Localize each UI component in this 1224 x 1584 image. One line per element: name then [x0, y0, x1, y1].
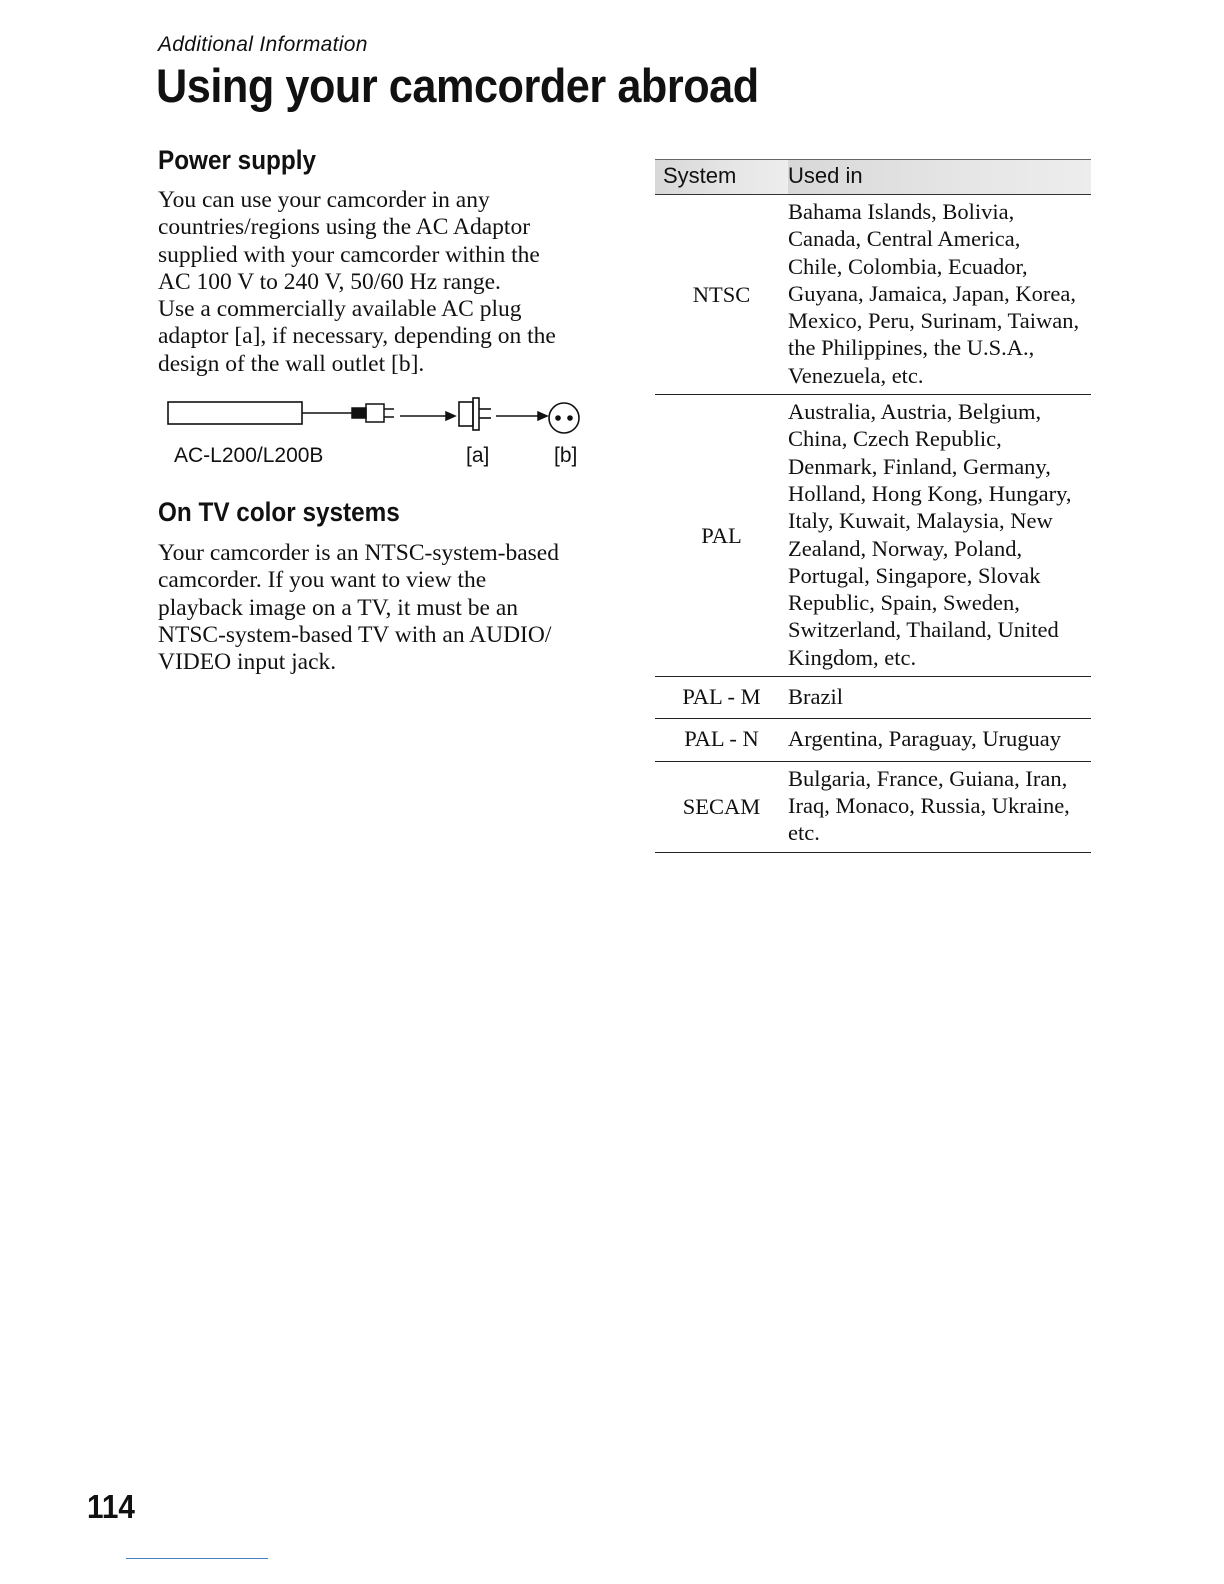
adaptor-model-label: AC-L200/L200B [174, 444, 324, 467]
country-line: Switzerland, Thailand, United [788, 617, 1059, 643]
table-row [655, 761, 1091, 852]
footer-divider [126, 1558, 268, 1559]
country-line: Iraq, Monaco, Russia, Ukraine, [788, 792, 1070, 818]
plug-adaptor-label: [a] [466, 444, 490, 467]
wall-outlet-icon [549, 403, 579, 433]
country-line: Italy, Kuwait, Malaysia, New [788, 508, 1053, 534]
ac-adaptor-icon [168, 402, 352, 424]
system-cell: PAL - N [655, 719, 788, 761]
table-row [655, 395, 1091, 677]
text-line: camcorder. If you want to view the [158, 567, 487, 594]
country-line: Guyana, Jamaica, Japan, Korea, [788, 280, 1076, 306]
used-in-cell [788, 719, 1091, 761]
system-cell: PAL - M [655, 677, 788, 719]
country-line: Kingdom, etc. [788, 644, 917, 670]
country-line: Bahama Islands, Bolivia, [788, 199, 1015, 224]
text-line: countries/regions using the AC Adaptor [158, 214, 531, 241]
text-line: AC 100 V to 240 V, 50/60 Hz range. [158, 268, 501, 295]
country-line: Argentina, Paraguay, Uruguay [788, 726, 1062, 752]
arrow-right-icon [496, 412, 547, 420]
country-line: Chile, Colombia, Ecuador, [788, 253, 1028, 279]
text-line: design of the wall outlet [b]. [158, 350, 425, 377]
power-supply-heading: Power supply [158, 145, 316, 175]
used-in-cell [788, 195, 1091, 395]
tv-systems-table [655, 159, 1091, 853]
column-header-system: System [655, 160, 788, 195]
tv-systems-heading: On TV color systems [158, 497, 400, 527]
column-header-used-in: Used in [788, 160, 1091, 195]
country-line: Venezuela, etc. [788, 362, 924, 388]
table-row [655, 719, 1091, 761]
system-cell: PAL [655, 395, 788, 677]
page-title: Using your camcorder abroad [156, 59, 759, 112]
text-line: adaptor [a], if necessary, depending on the [158, 323, 556, 350]
table-row [655, 195, 1091, 395]
table-header-row [655, 160, 1091, 195]
text-line: VIDEO input jack. [158, 649, 337, 676]
country-line: Republic, Spain, Sweden, [788, 590, 1020, 616]
text-line: Your camcorder is an NTSC-system-based [158, 540, 559, 566]
country-line: Portugal, Singapore, Slovak [788, 562, 1041, 588]
text-line: playback image on a TV, it must be an [158, 594, 519, 621]
text-line: Use a commercially available AC plug [158, 296, 522, 323]
country-line: the Philippines, the U.S.A., [788, 335, 1035, 361]
table-row [655, 677, 1091, 719]
text-line: You can use your camcorder in any [158, 187, 490, 213]
country-line: Bulgaria, France, Guiana, Iran, [788, 765, 1068, 791]
system-cell: NTSC [655, 195, 788, 395]
text-line: supplied with your camcorder within the [158, 241, 540, 268]
country-line: China, Czech Republic, [788, 426, 1002, 452]
text-line: NTSC-system-based TV with an AUDIO/ [158, 621, 552, 648]
country-line: etc. [788, 820, 820, 846]
power-supply-text [158, 187, 556, 378]
wall-outlet-label: [b] [554, 444, 578, 467]
country-line: Canada, Central America, [788, 226, 1021, 252]
arrow-right-icon [400, 412, 455, 420]
country-line: Brazil [788, 684, 843, 710]
system-cell: SECAM [655, 761, 788, 852]
country-line: Mexico, Peru, Surinam, Taiwan, [788, 308, 1080, 334]
tv-systems-text [158, 540, 559, 676]
used-in-cell [788, 761, 1091, 852]
page-number: 114 [87, 1488, 135, 1525]
plug-adaptor-icon [459, 398, 491, 430]
section-label: Additional Information [158, 33, 368, 56]
used-in-cell [788, 395, 1091, 677]
country-line: Denmark, Finland, Germany, [788, 453, 1051, 479]
used-in-cell [788, 677, 1091, 719]
country-line: Zealand, Norway, Poland, [788, 535, 1023, 561]
country-line: Australia, Austria, Belgium, [788, 399, 1042, 425]
country-line: Holland, Hong Kong, Hungary, [788, 480, 1072, 506]
power-plug-icon [352, 404, 394, 422]
